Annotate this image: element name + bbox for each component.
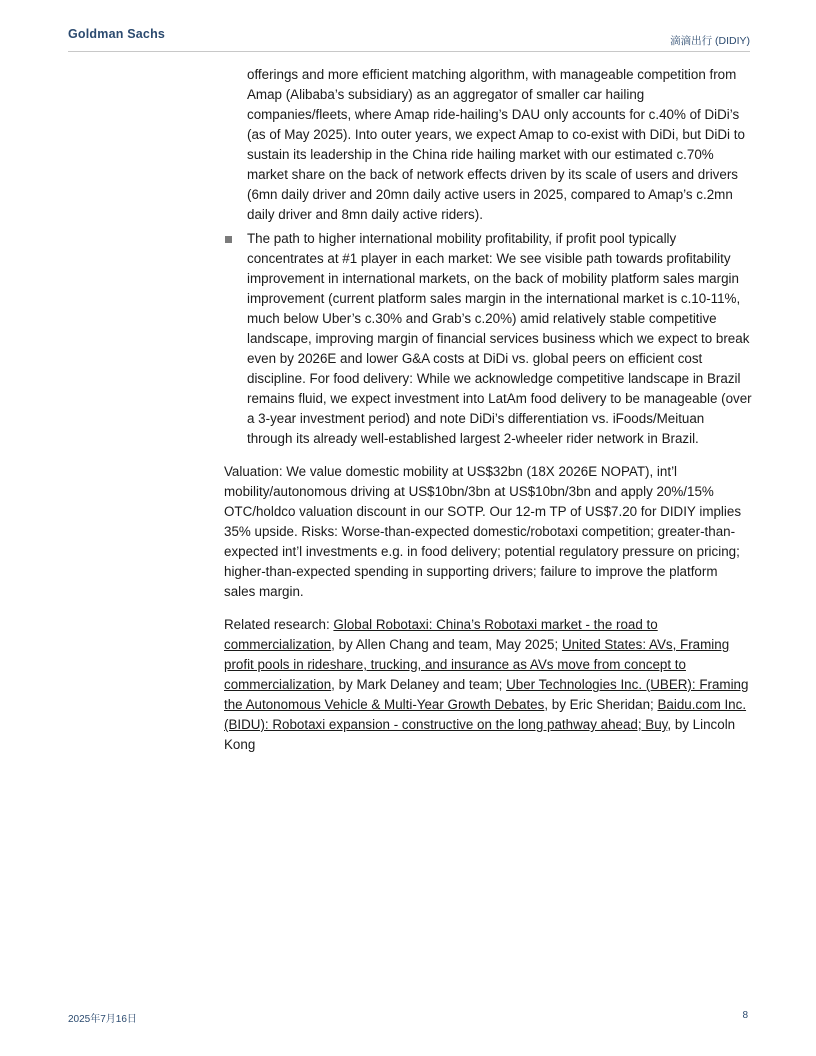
ticker-label: 滴滴出行 (DIDIY) [670, 35, 750, 47]
related-research-paragraph [224, 615, 752, 755]
related-link-suffix: , by Allen Chang and team, May 2025; [331, 637, 562, 652]
related-link-suffix: , by Eric Sheridan; [544, 697, 658, 712]
valuation-paragraph: Valuation: We value domestic mobility at US$32bn (18X 2026E NOPAT), int’l mobility/autonomous driving at US$10bn/3bn at US$10bn/3bn and apply 20%/15% OTC/holdco valuation discount in our SOTP. Our 12-m TP of US$7.20 for DIDIY implies 35% upside. Risks: Worse-than-expected domestic/robotaxi competition; greater-than-expected int’l investments e.g. in food delivery; potential regulatory pressure on pricing; higher-than-expected spending in supporting drivers; failure to improve the platform sales margin. [224, 464, 742, 599]
report-body [224, 65, 752, 755]
related-link-suffix: , by Lincoln Kong [224, 717, 736, 752]
related-link-us-avs[interactable]: United States: AVs, Framing profit pools in rideshare, trucking, and insurance as AVs move from concept to commercialization [224, 637, 730, 692]
brand-name: Goldman Sachs [68, 27, 166, 41]
footer-date: 2025年7月16日 [68, 1014, 137, 1025]
bullet-text: The path to higher international mobility profitability, if profit pool typically concentrates at #1 player in each market: We see visible path towards profitability improvement in international markets, on the back of mobility platform sales margin improvement (current platform sales margin in the international market is c.10-11%, much below Uber’s c.30% and Grab’s c.20%) amid relatively stable competitive landscape, improving margin of financial services business which we expect to break even by 2026E and lower G&A costs at DiDi vs. global peers on efficient cost discipline. For food delivery: While we acknowledge competitive landscape in Brazil remains fluid, we expect investment into LatAm food delivery to be manageable (over a 3-year investment period) and note DiDi’s differentiation vs. iFoods/Meituan through its already well-established largest 2-wheeler rider network in Brazil. [247, 231, 752, 446]
continuation-paragraph: offerings and more efficient matching algorithm, with manageable competition from Amap (Alibaba’s subsidiary) as an aggregator of smaller car hailing companies/fleets, where Amap ride-hailing’s DAU only accounts for c.40% of DiDi’s (as of May 2025). Into outer years, we expect Amap to co-exist with DiDi, but DiDi to sustain its leadership in the China ride hailing market with our estimated c.70% market share on the back of network effects driven by its scale of users and drivers (6mn daily driver and 20mn daily active users in 2025, compared to Amap’s c.2mn daily driver and 8mn daily active riders). [247, 67, 745, 222]
square-bullet-icon [225, 236, 232, 243]
related-link-baidu[interactable]: Baidu.com Inc. (BIDU): Robotaxi expansion - constructive on the long pathway ahead; Buy [224, 697, 747, 732]
page-header [68, 27, 750, 52]
page-number: 8 [742, 1010, 748, 1021]
bullet-item [224, 229, 752, 449]
related-link-robotaxi-china[interactable]: Global Robotaxi: China’s Robotaxi market - the road to commercialization [224, 617, 658, 652]
related-research-prefix: Related research: [224, 617, 334, 632]
related-link-uber[interactable]: Uber Technologies Inc. (UBER): Framing the Autonomous Vehicle & Multi-Year Growth Debates [224, 677, 749, 712]
related-link-suffix: , by Mark Delaney and team; [331, 677, 507, 692]
